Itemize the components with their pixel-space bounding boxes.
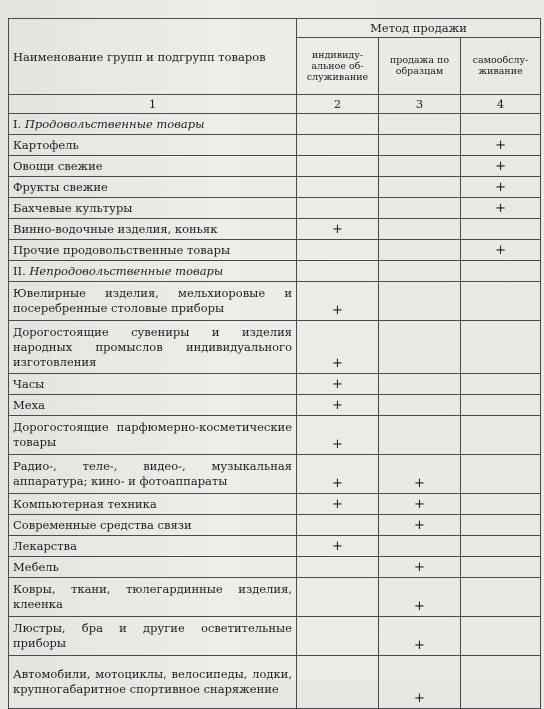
row-label: Автомобили, мотоциклы, велосипеды, лодки, крупногабаритное спортивное снаряжение bbox=[13, 667, 292, 696]
column-number: 2 bbox=[297, 95, 379, 114]
table-row bbox=[9, 198, 541, 219]
sample-sales-mark: + bbox=[379, 578, 461, 617]
sample-sales-mark bbox=[379, 395, 461, 416]
individual-service-mark: + bbox=[297, 494, 379, 515]
section-title bbox=[9, 261, 297, 282]
product-group-name bbox=[9, 219, 297, 240]
row-label: Люстры, бра и другие осветительные приборы bbox=[13, 621, 292, 650]
sample-sales-mark bbox=[379, 261, 461, 282]
row-label: Продовольственные товары bbox=[24, 116, 205, 131]
individual-service-mark bbox=[297, 578, 379, 617]
sample-sales-mark: + bbox=[379, 656, 461, 709]
product-group-name bbox=[9, 395, 297, 416]
row-label: Часы bbox=[13, 376, 45, 391]
sales-method-table bbox=[8, 18, 541, 709]
self-service-mark bbox=[461, 656, 541, 709]
product-group-name bbox=[9, 416, 297, 455]
individual-service-mark bbox=[297, 177, 379, 198]
method-self-service-header: самообслу-живание bbox=[461, 38, 541, 95]
row-label: Непродовольственные товары bbox=[29, 263, 224, 278]
self-service-mark bbox=[461, 578, 541, 617]
table-row bbox=[9, 321, 541, 374]
product-group-name bbox=[9, 455, 297, 494]
self-service-mark bbox=[461, 515, 541, 536]
product-group-name bbox=[9, 135, 297, 156]
individual-service-mark: + bbox=[297, 455, 379, 494]
product-group-name bbox=[9, 374, 297, 395]
section-row bbox=[9, 261, 541, 282]
individual-service-mark bbox=[297, 114, 379, 135]
product-group-name bbox=[9, 656, 297, 709]
self-service-mark: + bbox=[461, 240, 541, 261]
product-group-name bbox=[9, 282, 297, 321]
individual-service-mark bbox=[297, 557, 379, 578]
row-label: Бахчевые культуры bbox=[13, 200, 133, 215]
self-service-mark bbox=[461, 494, 541, 515]
table-row bbox=[9, 219, 541, 240]
sample-sales-mark bbox=[379, 177, 461, 198]
row-label: Ювелирные изделия, мельхиоровые и посеребренные столовые приборы bbox=[13, 286, 292, 315]
section-title bbox=[9, 114, 297, 135]
row-label: Прочие продовольственные товары bbox=[13, 242, 231, 257]
section-number: II. bbox=[13, 263, 26, 278]
individual-service-mark bbox=[297, 617, 379, 656]
sample-sales-mark: + bbox=[379, 494, 461, 515]
individual-service-mark bbox=[297, 198, 379, 219]
table-row bbox=[9, 557, 541, 578]
sample-sales-mark bbox=[379, 321, 461, 374]
column-number: 3 bbox=[379, 95, 461, 114]
row-label: Мебель bbox=[13, 559, 59, 574]
table-row bbox=[9, 536, 541, 557]
self-service-mark bbox=[461, 416, 541, 455]
sample-sales-mark bbox=[379, 198, 461, 219]
sample-sales-mark: + bbox=[379, 617, 461, 656]
self-service-mark bbox=[461, 321, 541, 374]
table-row bbox=[9, 240, 541, 261]
column-number: 1 bbox=[9, 95, 297, 114]
sample-sales-mark: + bbox=[379, 455, 461, 494]
self-service-mark bbox=[461, 374, 541, 395]
sample-sales-mark bbox=[379, 219, 461, 240]
self-service-mark bbox=[461, 114, 541, 135]
self-service-mark: + bbox=[461, 198, 541, 219]
table-row bbox=[9, 156, 541, 177]
section-row bbox=[9, 114, 541, 135]
row-label: Меха bbox=[13, 397, 45, 412]
table-row bbox=[9, 416, 541, 455]
table-row bbox=[9, 395, 541, 416]
sample-sales-mark: + bbox=[379, 515, 461, 536]
self-service-mark bbox=[461, 261, 541, 282]
sample-sales-mark bbox=[379, 282, 461, 321]
product-group-name bbox=[9, 557, 297, 578]
table-row bbox=[9, 515, 541, 536]
row-label: Винно-водочные изделия, коньяк bbox=[13, 221, 218, 236]
self-service-mark bbox=[461, 455, 541, 494]
product-group-name bbox=[9, 536, 297, 557]
sample-sales-mark bbox=[379, 374, 461, 395]
individual-service-mark bbox=[297, 240, 379, 261]
self-service-mark bbox=[461, 557, 541, 578]
product-group-name bbox=[9, 321, 297, 374]
product-group-name bbox=[9, 240, 297, 261]
self-service-mark: + bbox=[461, 156, 541, 177]
name-column-header: Наименование групп и подгрупп товаров bbox=[9, 19, 297, 95]
self-service-mark bbox=[461, 536, 541, 557]
individual-service-mark bbox=[297, 156, 379, 177]
sample-sales-mark bbox=[379, 240, 461, 261]
table-row bbox=[9, 135, 541, 156]
method-individual-header: индивиду-альное об-служивание bbox=[297, 38, 379, 95]
individual-service-mark: + bbox=[297, 536, 379, 557]
product-group-name bbox=[9, 156, 297, 177]
table-row bbox=[9, 494, 541, 515]
sample-sales-mark: + bbox=[379, 557, 461, 578]
self-service-mark bbox=[461, 617, 541, 656]
column-number-row bbox=[9, 95, 541, 114]
row-label: Современные средства связи bbox=[13, 517, 192, 532]
individual-service-mark: + bbox=[297, 416, 379, 455]
row-label: Компьютерная техника bbox=[13, 496, 157, 511]
product-group-name bbox=[9, 177, 297, 198]
sample-sales-mark bbox=[379, 536, 461, 557]
table-row bbox=[9, 374, 541, 395]
row-label: Лекарства bbox=[13, 538, 77, 553]
individual-service-mark: + bbox=[297, 395, 379, 416]
product-group-name bbox=[9, 494, 297, 515]
individual-service-mark: + bbox=[297, 219, 379, 240]
row-label: Картофель bbox=[13, 137, 79, 152]
table-row bbox=[9, 177, 541, 198]
individual-service-mark bbox=[297, 261, 379, 282]
individual-service-mark: + bbox=[297, 321, 379, 374]
row-label: Фрукты свежие bbox=[13, 179, 108, 194]
self-service-mark bbox=[461, 282, 541, 321]
row-label: Радио-, теле-, видео-, музыкальная аппаратура; кино- и фотоаппараты bbox=[13, 459, 292, 488]
method-header: Метод продажи bbox=[297, 19, 541, 38]
self-service-mark bbox=[461, 219, 541, 240]
table-row bbox=[9, 282, 541, 321]
self-service-mark: + bbox=[461, 177, 541, 198]
product-group-name bbox=[9, 198, 297, 219]
table-row bbox=[9, 656, 541, 709]
sample-sales-mark bbox=[379, 416, 461, 455]
individual-service-mark bbox=[297, 135, 379, 156]
individual-service-mark: + bbox=[297, 282, 379, 321]
individual-service-mark bbox=[297, 515, 379, 536]
sample-sales-mark bbox=[379, 114, 461, 135]
self-service-mark: + bbox=[461, 135, 541, 156]
product-group-name bbox=[9, 515, 297, 536]
product-group-name bbox=[9, 578, 297, 617]
row-label: Дорогостоящие сувениры и изделия народных промыслов индивидуального изготовления bbox=[13, 324, 292, 369]
product-group-name bbox=[9, 617, 297, 656]
sample-sales-mark bbox=[379, 156, 461, 177]
self-service-mark bbox=[461, 395, 541, 416]
row-label: Овощи свежие bbox=[13, 158, 103, 173]
section-number: I. bbox=[13, 116, 22, 131]
row-label: Ковры, ткани, тюлегардинные изделия, клеенка bbox=[13, 582, 292, 611]
table-row bbox=[9, 578, 541, 617]
individual-service-mark: + bbox=[297, 374, 379, 395]
table-row bbox=[9, 455, 541, 494]
column-number: 4 bbox=[461, 95, 541, 114]
row-label: Дорогостоящие парфюмерно-косметические товары bbox=[13, 420, 292, 449]
table-row bbox=[9, 617, 541, 656]
method-samples-header: продажа по образцам bbox=[379, 38, 461, 95]
sample-sales-mark bbox=[379, 135, 461, 156]
individual-service-mark bbox=[297, 656, 379, 709]
